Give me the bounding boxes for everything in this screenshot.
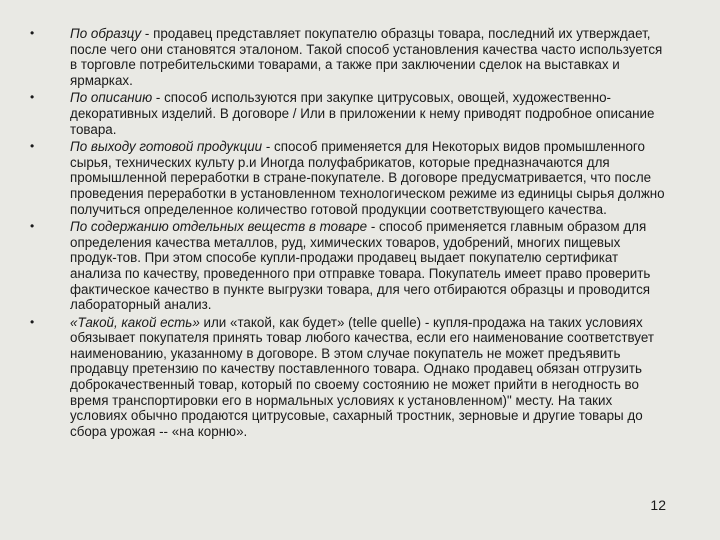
list-item [30, 139, 670, 217]
list-item [30, 315, 670, 440]
bullet-marker: • [30, 26, 35, 40]
item-text: - способ применяется главным образом для определения качества металлов, руд, химических товаров, удобрений, многих пищевых продук-тов. При этом способе купли-продажи продавец выдает покупателю сертификат анализа по качеству, проведенного при отправке товара. Покупатель имеет право проверить фактическое качество в пункте выгрузки товара, для чего отбираются образцы и проводится лабораторный анализ. [70, 219, 651, 313]
list-item [30, 219, 670, 313]
item-text: - продавец представляет покупателю образцы товара, последний их утверждает, после чего они становятся эталоном. Такой способ установления качества часто используется в торговле потребительскими товарами, а также при заключении сделок на выставках и ярмарках. [70, 26, 663, 88]
item-text: - способ применяется для Некоторых видов промышленного сырья, технических культу р.и Иногда полуфабрикатов, которые предназначаются для промышленной переработки в стране-покупателе. В договоре предусматривается, что после проведения переработки в установленном технологическом режиме из единицы сырья должно получиться определенное количество готовой продукции соответствующего качества. [70, 139, 665, 217]
bullet-marker: • [30, 90, 35, 105]
item-text: - способ используются при закупке цитрусовых, овощей, художественно-декоративных изделий. В договоре / Или в приложении к нему приводят подробное описание товара. [70, 90, 655, 137]
item-lead: По образцу [70, 26, 142, 41]
item-lead: По описанию [70, 90, 153, 106]
item-lead: «Такой, какой есть» [70, 314, 200, 330]
bullet-marker: • [30, 314, 35, 329]
list-item [30, 26, 670, 88]
item-text: или «такой, как будет» (telle quelle) - купля-продажа на таких условиях обязывает покупателя принять товар любого качества, если его наименование соответствует наименованию, указанному в договоре. В этом случае покупатель не может предъявить продавцу претензию по качеству поставленного товара. Однако продавец обязан отгрузить доброкачественный товар, который по своему состоянию не может прийти в негодность во время транспортировки его в нормальных условиях к установленном)" месту. На таких условиях обычно продаются цитрусовые, сахарный тростник, зерновые и другие товары до сбора урожая -- «на корню». [70, 314, 654, 439]
item-lead: По выходу готовой продукции [70, 139, 263, 155]
item-lead: По содержанию отдельных веществ в товаре [70, 219, 368, 235]
bullet-list [30, 26, 670, 441]
bullet-marker: • [30, 139, 35, 154]
bullet-marker: • [30, 219, 35, 234]
list-item [30, 90, 670, 137]
page-number: 12 [650, 497, 666, 513]
